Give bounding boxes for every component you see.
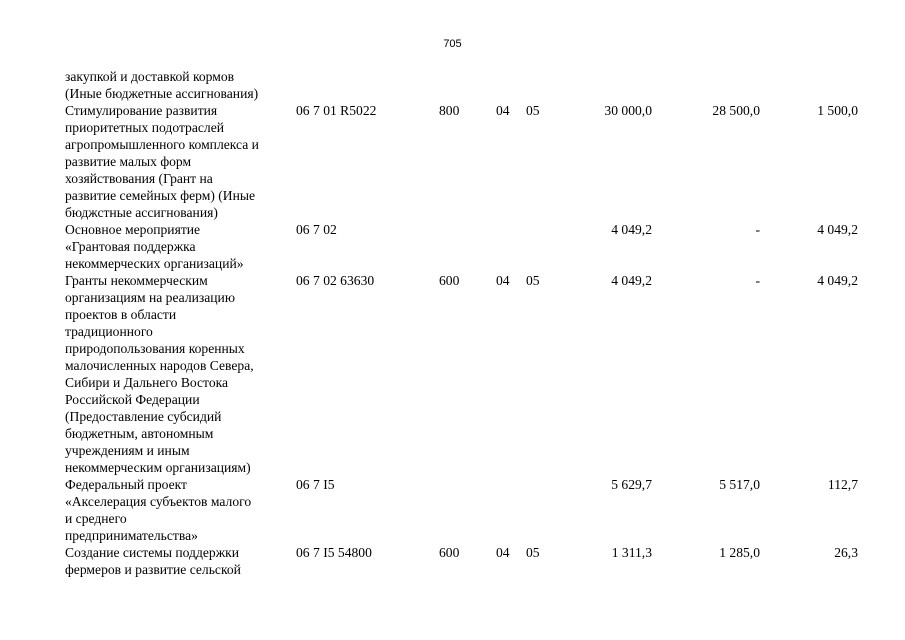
item-name-line: (Иные бюджетные ассигнования) [65,86,259,101]
item-name-line: бюджетным, автономным [65,426,214,441]
expense-type-code: 600 [439,545,460,560]
table-row [65,68,865,102]
amount-total: 30 000,0 [604,103,652,118]
item-name-line: Основное мероприятие [65,222,201,237]
expense-type-code: 800 [439,103,460,118]
item-name-line: агропромышленного комплекса и [65,137,259,152]
expense-type-code: 600 [439,273,460,288]
item-name-line: хозяйствования (Грант на [65,171,213,186]
item-name-line: организациям на реализацию [65,290,235,305]
amount-regional: 4 049,2 [817,222,858,237]
item-name-line: Российской Федерации [65,392,200,407]
item-name-line: развитие малых форм [65,154,192,169]
section-code: 04 [496,103,510,118]
table-row [65,476,865,544]
amount-regional: 1 500,0 [817,103,858,118]
section-code: 04 [496,545,510,560]
item-name-line: проектов в области [65,307,177,322]
amount-total: 4 049,2 [611,273,652,288]
page-number: 705 [443,38,462,50]
item-name-line: Гранты некоммерческим [65,273,208,288]
item-name-line: Федеральный проект [65,477,187,492]
section-code: 04 [496,273,510,288]
item-name-line: фермеров и развитие сельской [65,562,241,577]
item-name-line: некоммерческим организациям) [65,460,251,475]
table-row [65,272,865,476]
target-article-code: 06 7 02 [296,222,337,237]
amount-regional: 4 049,2 [817,273,858,288]
target-article-code: 06 7 02 63630 [296,273,375,288]
item-name-line: «Грантовая поддержка [65,239,196,254]
amount-total: 4 049,2 [611,222,652,237]
item-name-line: малочисленных народов Севера, [65,358,254,373]
subsection-code: 05 [526,273,540,288]
target-article-code: 06 7 I5 54800 [296,545,372,560]
budget-table [65,68,865,578]
item-name [65,68,290,102]
item-name [65,544,290,578]
amount-regional: 26,3 [834,545,858,560]
item-name-line: учреждениям и иным [65,443,190,458]
item-name-line: Сибири и Дальнего Востока [65,375,229,390]
item-name [65,272,290,476]
item-name-line: Стимулирование развития [65,103,218,118]
item-name-line: бюджстные ассигнования) [65,205,218,220]
item-name-line: (Предоставление субсидий [65,409,222,424]
amount-federal: 28 500,0 [712,103,760,118]
amount-federal: 5 517,0 [719,477,760,492]
amount-federal: - [755,222,760,237]
item-name [65,221,290,272]
subsection-code: 05 [526,103,540,118]
target-article-code: 06 7 01 R5022 [296,103,377,118]
item-name [65,102,290,221]
table-row [65,221,865,272]
amount-federal: 1 285,0 [719,545,760,560]
item-name-line: природопользования коренных [65,341,245,356]
item-name-line: предпринимательства» [65,528,198,543]
amount-total: 5 629,7 [611,477,652,492]
item-name-line: и среднего [65,511,127,526]
amount-total: 1 311,3 [611,545,652,560]
table-row [65,102,865,221]
item-name [65,476,290,544]
item-name-line: приоритетных подотраслей [65,120,225,135]
item-name-line: развитие семейных ферм) (Иные [65,188,256,203]
table-row [65,544,865,578]
target-article-code: 06 7 I5 [296,477,335,492]
item-name-line: закупкой и доставкой кормов [65,69,235,84]
subsection-code: 05 [526,545,540,560]
item-name-line: «Акселерация субъектов малого [65,494,252,509]
amount-federal: - [755,273,760,288]
item-name-line: Создание системы поддержки [65,545,239,560]
amount-regional: 112,7 [827,477,858,492]
item-name-line: некоммерческих организаций» [65,256,244,271]
item-name-line: традиционного [65,324,153,339]
